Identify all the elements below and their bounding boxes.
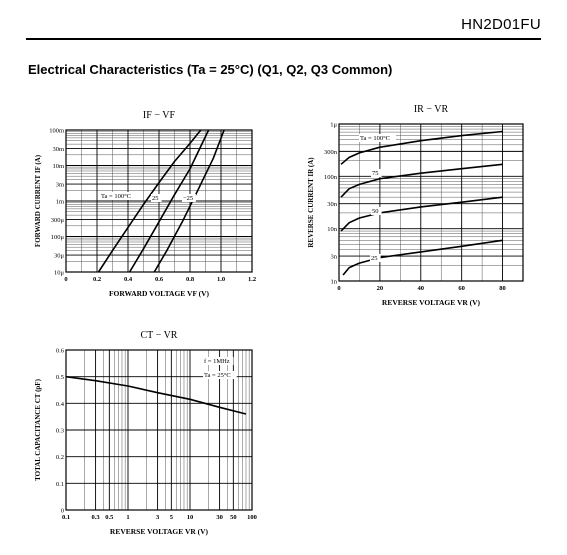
y-axis-label: REVERSE CURRENT IR (A) [307,157,315,248]
x-tick-label: 40 [417,285,425,292]
x-tick-label: 0.3 [91,514,100,521]
x-tick-label: 1 [126,514,130,521]
x-tick-label: 1.2 [247,276,257,283]
y-tick-label: 0.6 [55,347,64,355]
y-tick-label: 1μ [330,121,337,129]
x-tick-label: 50 [230,514,237,521]
x-tick-label: 0.1 [61,514,71,521]
chart-title: CT − VR [140,330,178,341]
y-tick-label: 0.1 [55,480,64,488]
x-tick-label: 100 [247,514,257,521]
chart-title: IR − VR [413,104,449,115]
y-tick-label: 1m [55,198,64,206]
chart-title: IF − VF [142,110,176,121]
y-tick-label: 1n [330,278,337,286]
y-tick-label: 0.5 [55,374,64,382]
curve-annotation: 50 [372,208,379,215]
curve-annotation: 25 [152,195,159,202]
x-axis-label: FORWARD VOLTAGE VF (V) [108,289,210,298]
curve-annotation: Ta = 25°C [204,372,231,379]
y-tick-label: 100μ [50,234,64,241]
curve-annotation: 75 [372,170,379,177]
x-tick-label: 5 [169,514,173,521]
y-tick-label: 0.4 [55,400,64,408]
y-tick-label: 0 [60,507,64,515]
x-tick-label: 1.0 [216,276,226,283]
x-tick-label: 60 [458,285,465,292]
y-tick-label: 100n [324,173,337,181]
y-tick-label: 10n [327,226,337,234]
y-tick-label: 10μ [54,269,64,277]
y-tick-label: 30μ [54,252,64,260]
y-tick-label: 300μ [50,217,64,225]
y-tick-label: 3n [330,253,337,261]
curve-annotation: f = 1MHz [204,358,230,365]
y-tick-label: 10m [52,163,64,170]
x-tick-label: 0.5 [105,514,114,521]
series-line [66,377,246,414]
x-axis-label: REVERSE VOLTAGE VR (V) [109,527,209,536]
y-tick-label: 0.2 [55,454,64,462]
curve-annotation: Ta = 100°C [360,135,391,142]
part-number: HN2D01FU [461,16,541,33]
y-tick-label: 30m [52,146,64,154]
section-title: Electrical Characteristics (Ta = 25°C) (Q1, Q2, Q3 Common) [28,62,393,77]
y-axis-label: FORWARD CURRENT IF (A) [34,154,42,248]
x-tick-label: 0 [64,276,68,283]
curve-annotation: −25 [183,195,194,202]
x-axis-label: REVERSE VOLTAGE VR (V) [381,298,481,307]
x-tick-label: 0 [337,285,341,292]
x-tick-label: 10 [186,514,194,521]
y-tick-label: 0.3 [55,427,64,435]
x-tick-label: 0.6 [154,276,164,283]
x-tick-label: 0.4 [123,276,133,283]
curve-annotation: 25 [371,255,378,262]
x-tick-label: 20 [376,285,384,292]
y-tick-label: 300n [324,148,337,156]
y-tick-label: 30n [327,201,337,209]
y-axis-label: TOTAL CAPACITANCE CT (pF) [34,379,42,481]
x-tick-label: 0.8 [185,276,195,283]
curve-annotation: Ta = 100°C [101,193,132,200]
y-tick-label: 3m [55,181,64,189]
y-tick-label: 100m [49,127,64,135]
x-tick-label: 80 [499,285,506,292]
x-tick-label: 0.2 [92,276,102,283]
x-tick-label: 30 [216,514,223,521]
x-tick-label: 3 [155,514,160,521]
